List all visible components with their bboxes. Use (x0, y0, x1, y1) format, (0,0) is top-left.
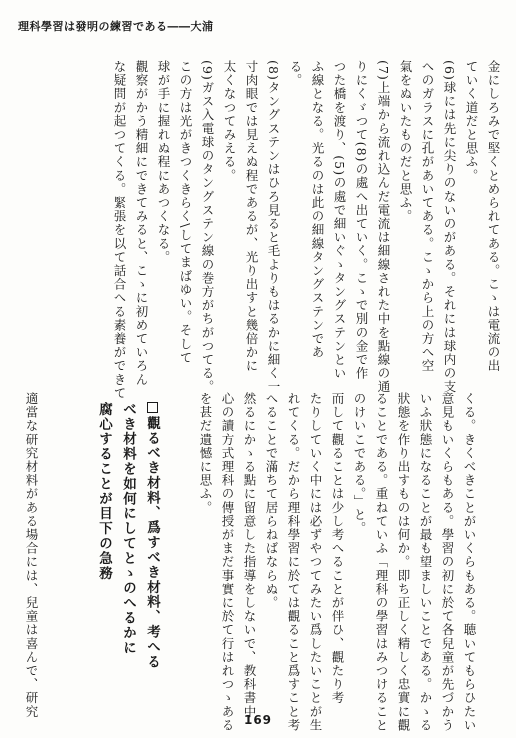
text-line: 氣をぬいたものだと思ふ。 (398, 60, 413, 224)
text-line: (6)球には先に尖りのないのがある。それには球内の支 (442, 60, 457, 394)
section-heading-line (140, 402, 164, 669)
section-heading-text: 觀るべき材料、爲すべき材料、考へる (144, 416, 160, 670)
text-line: くる。きくべきことがいくらもある。聴いてもらひたい (462, 392, 477, 732)
text-line: へのガラスに孔があいてある。こゝから上の方へ空 (420, 60, 435, 373)
box-bullet-icon (147, 402, 158, 413)
text-line: 金にしろみで堅くとめられてある。こゝは電流の出 (486, 60, 501, 373)
text-line: この方は光がきつくきらく\してまばゆい。そして (178, 60, 193, 365)
running-head: 理科學習は發明の練習である――大浦 (18, 20, 214, 33)
text-line: いふ狀態になることが最も望ましいことである。かゝる (418, 392, 433, 732)
text-line: のけいこである。」と。 (352, 392, 367, 536)
text-line: つた橋を渡り、(5)の處で細いぐゝタングステンとい (332, 60, 347, 381)
text-line: 寸肉眼では見えぬ程であるが、光り出すと幾倍かに (244, 60, 259, 373)
page-number: 169 (243, 713, 273, 727)
text-line: ふ線となる。光るのは此の細線タングステンであ (310, 60, 325, 360)
text-line: 心の讀方式理科の傳授がまだ事實に於て行はれつゝある (220, 392, 235, 732)
text-line: 狀態を作り出すものは何か。即ち正しく精しく忠實に觀 (396, 392, 411, 732)
text-line: を甚だ遺憾に思ふ。 (198, 392, 213, 515)
text-line: る。 (288, 60, 303, 88)
text-line: 適當な研究材料がある場合には、兒童は喜んで、研究 (24, 392, 39, 719)
text-line: 然るにかゝる點に留意した指導をしないで、教科書中 (242, 392, 257, 719)
text-line: ていく道だと思ふ。 (464, 60, 479, 183)
text-line: (7)上端から流れ込んだ電流は細線された中を點線の通 (376, 60, 391, 394)
text-line: れてくる。だから理科學習に於ては觀ること爲すこと考 (286, 392, 301, 732)
text-line: ることである。重ねていふ「理科の學習はみつけること (374, 392, 389, 732)
text-line: 太くなつてみえる。 (222, 60, 237, 183)
text-line: 意見もいくらもある。學習の初に於て各兒童が先づかう (440, 392, 455, 732)
text-line: 球が手に握れぬ程にあつくなる。 (156, 60, 171, 264)
section-heading-line: べき材料を如何にしてとゝのへるかに (120, 402, 136, 656)
text-line: 而して觀ることは少し考へることが伴ひ、觀たり考 (330, 392, 345, 705)
text-line: な疑問が起つてくる。緊張を以て話合へる素養ができて (112, 60, 127, 400)
section-heading-line: 腐心することが目下の急務 (96, 402, 112, 581)
text-line: たりしていく中には必ずやつてみたい爲したいことが生 (308, 392, 323, 732)
text-line: (8)タングステンはひろ見ると毛よりもはるかに細く一 (266, 60, 281, 394)
text-line: へることで滿ちて居らねばならぬ。 (264, 392, 279, 610)
text-line: 觀察がかう精細にできてみると、こゝに初めていろん (134, 60, 149, 387)
text-line: (9)ガス入電球のタングステン線の巻方がちがつてる。 (200, 60, 215, 394)
text-line: りにくゞつて(8)の處へ出ていく。こゝで別の金で作 (354, 60, 369, 381)
